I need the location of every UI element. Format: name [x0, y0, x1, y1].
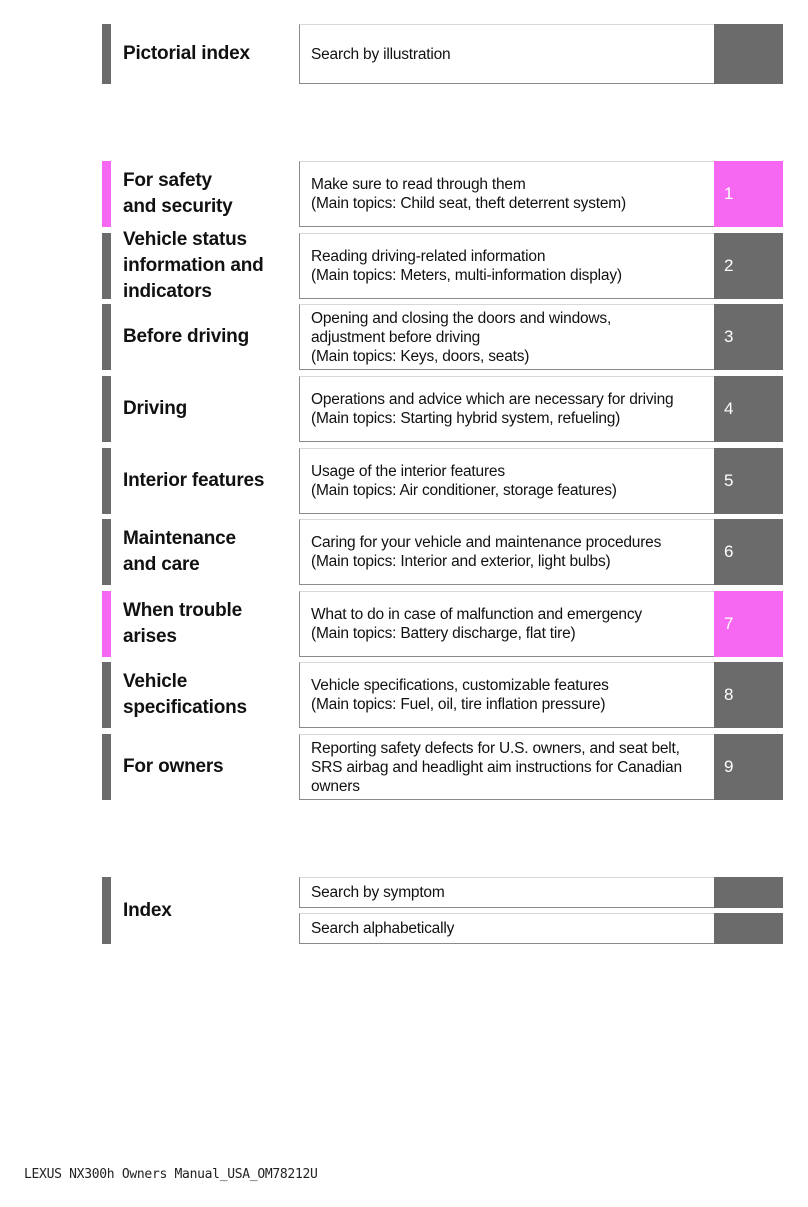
section-marker [102, 24, 111, 84]
chapter-number-tab[interactable]: 9 [714, 734, 783, 800]
chapter-description[interactable]: Opening and closing the doors and windows, adjustment before driving (Main topics: Keys, doors, seats) [299, 304, 714, 370]
chapter-marker [102, 591, 111, 657]
chapter-row[interactable] [0, 304, 808, 370]
chapter-number-tab[interactable]: 2 [714, 233, 783, 299]
chapter-row[interactable] [0, 161, 808, 227]
chapter-row[interactable] [0, 376, 808, 442]
chapter-description[interactable]: Make sure to read through them (Main topics: Child seat, theft deterrent system) [299, 161, 714, 227]
chapter-title: Vehicle status information and indicators [123, 229, 264, 302]
chapter-number-tab[interactable]: 7 [714, 591, 783, 657]
chapter-title: Driving [123, 398, 188, 419]
pictorial-index-title: Pictorial index [123, 43, 250, 64]
chapter-marker [102, 233, 111, 299]
chapter-description[interactable]: Vehicle specifications, customizable features (Main topics: Fuel, oil, tire inflation pressure) [299, 662, 714, 728]
chapter-number-tab[interactable]: 1 [714, 161, 783, 227]
chapter-title: For safety and security [123, 170, 233, 217]
index-marker [102, 877, 111, 944]
chapter-description[interactable]: Reading driving-related information (Main topics: Meters, multi-information display) [299, 233, 714, 299]
chapter-title: Interior features [123, 470, 265, 491]
search-alphabetically-tab[interactable] [714, 913, 783, 944]
chapter-row[interactable] [0, 662, 808, 728]
chapter-description[interactable]: What to do in case of malfunction and emergency (Main topics: Battery discharge, flat tire) [299, 591, 714, 657]
chapter-row[interactable] [0, 591, 808, 657]
chapter-number-tab[interactable]: 5 [714, 448, 783, 514]
chapter-marker [102, 448, 111, 514]
chapter-row[interactable] [0, 229, 808, 302]
index-title: Index [123, 899, 172, 921]
chapter-number-tab[interactable]: 3 [714, 304, 783, 370]
document-footer: LEXUS NX300h Owners Manual_USA_OM78212U [24, 1167, 318, 1182]
chapter-title: Maintenance and care [123, 528, 236, 575]
chapter-description[interactable]: Caring for your vehicle and maintenance procedures (Main topics: Interior and exterior, light bulbs) [299, 519, 714, 585]
chapter-description[interactable]: Usage of the interior features (Main topics: Air conditioner, storage features) [299, 448, 714, 514]
chapter-number-tab[interactable]: 8 [714, 662, 783, 728]
chapter-title: Vehicle specifications [123, 671, 247, 718]
chapter-title: Before driving [123, 326, 249, 347]
chapter-title: When trouble arises [123, 600, 242, 647]
search-by-symptom-link[interactable]: Search by symptom [299, 877, 714, 908]
chapter-title: For owners [123, 756, 224, 777]
chapter-description[interactable]: Operations and advice which are necessary for driving (Main topics: Starting hybrid system, refueling) [299, 376, 714, 442]
search-alphabetically-link[interactable]: Search alphabetically [299, 913, 714, 944]
pictorial-index-row[interactable] [0, 24, 808, 84]
chapter-marker [102, 161, 111, 227]
chapter-row[interactable] [0, 734, 808, 800]
chapter-marker [102, 734, 111, 800]
chapter-number-tab[interactable]: 6 [714, 519, 783, 585]
pictorial-index-description[interactable]: Search by illustration [299, 24, 714, 84]
chapter-marker [102, 376, 111, 442]
chapter-marker [102, 519, 111, 585]
search-by-symptom-tab[interactable] [714, 877, 783, 908]
chapter-marker [102, 304, 111, 370]
chapter-description[interactable]: Reporting safety defects for U.S. owners, and seat belt, SRS airbag and headlight aim instructions for Canadian owners [299, 734, 714, 800]
index-row [0, 877, 808, 944]
chapter-marker [102, 662, 111, 728]
chapter-row[interactable] [0, 448, 808, 514]
pictorial-index-tab[interactable] [714, 24, 783, 84]
chapter-number-tab[interactable]: 4 [714, 376, 783, 442]
chapter-row[interactable] [0, 519, 808, 585]
